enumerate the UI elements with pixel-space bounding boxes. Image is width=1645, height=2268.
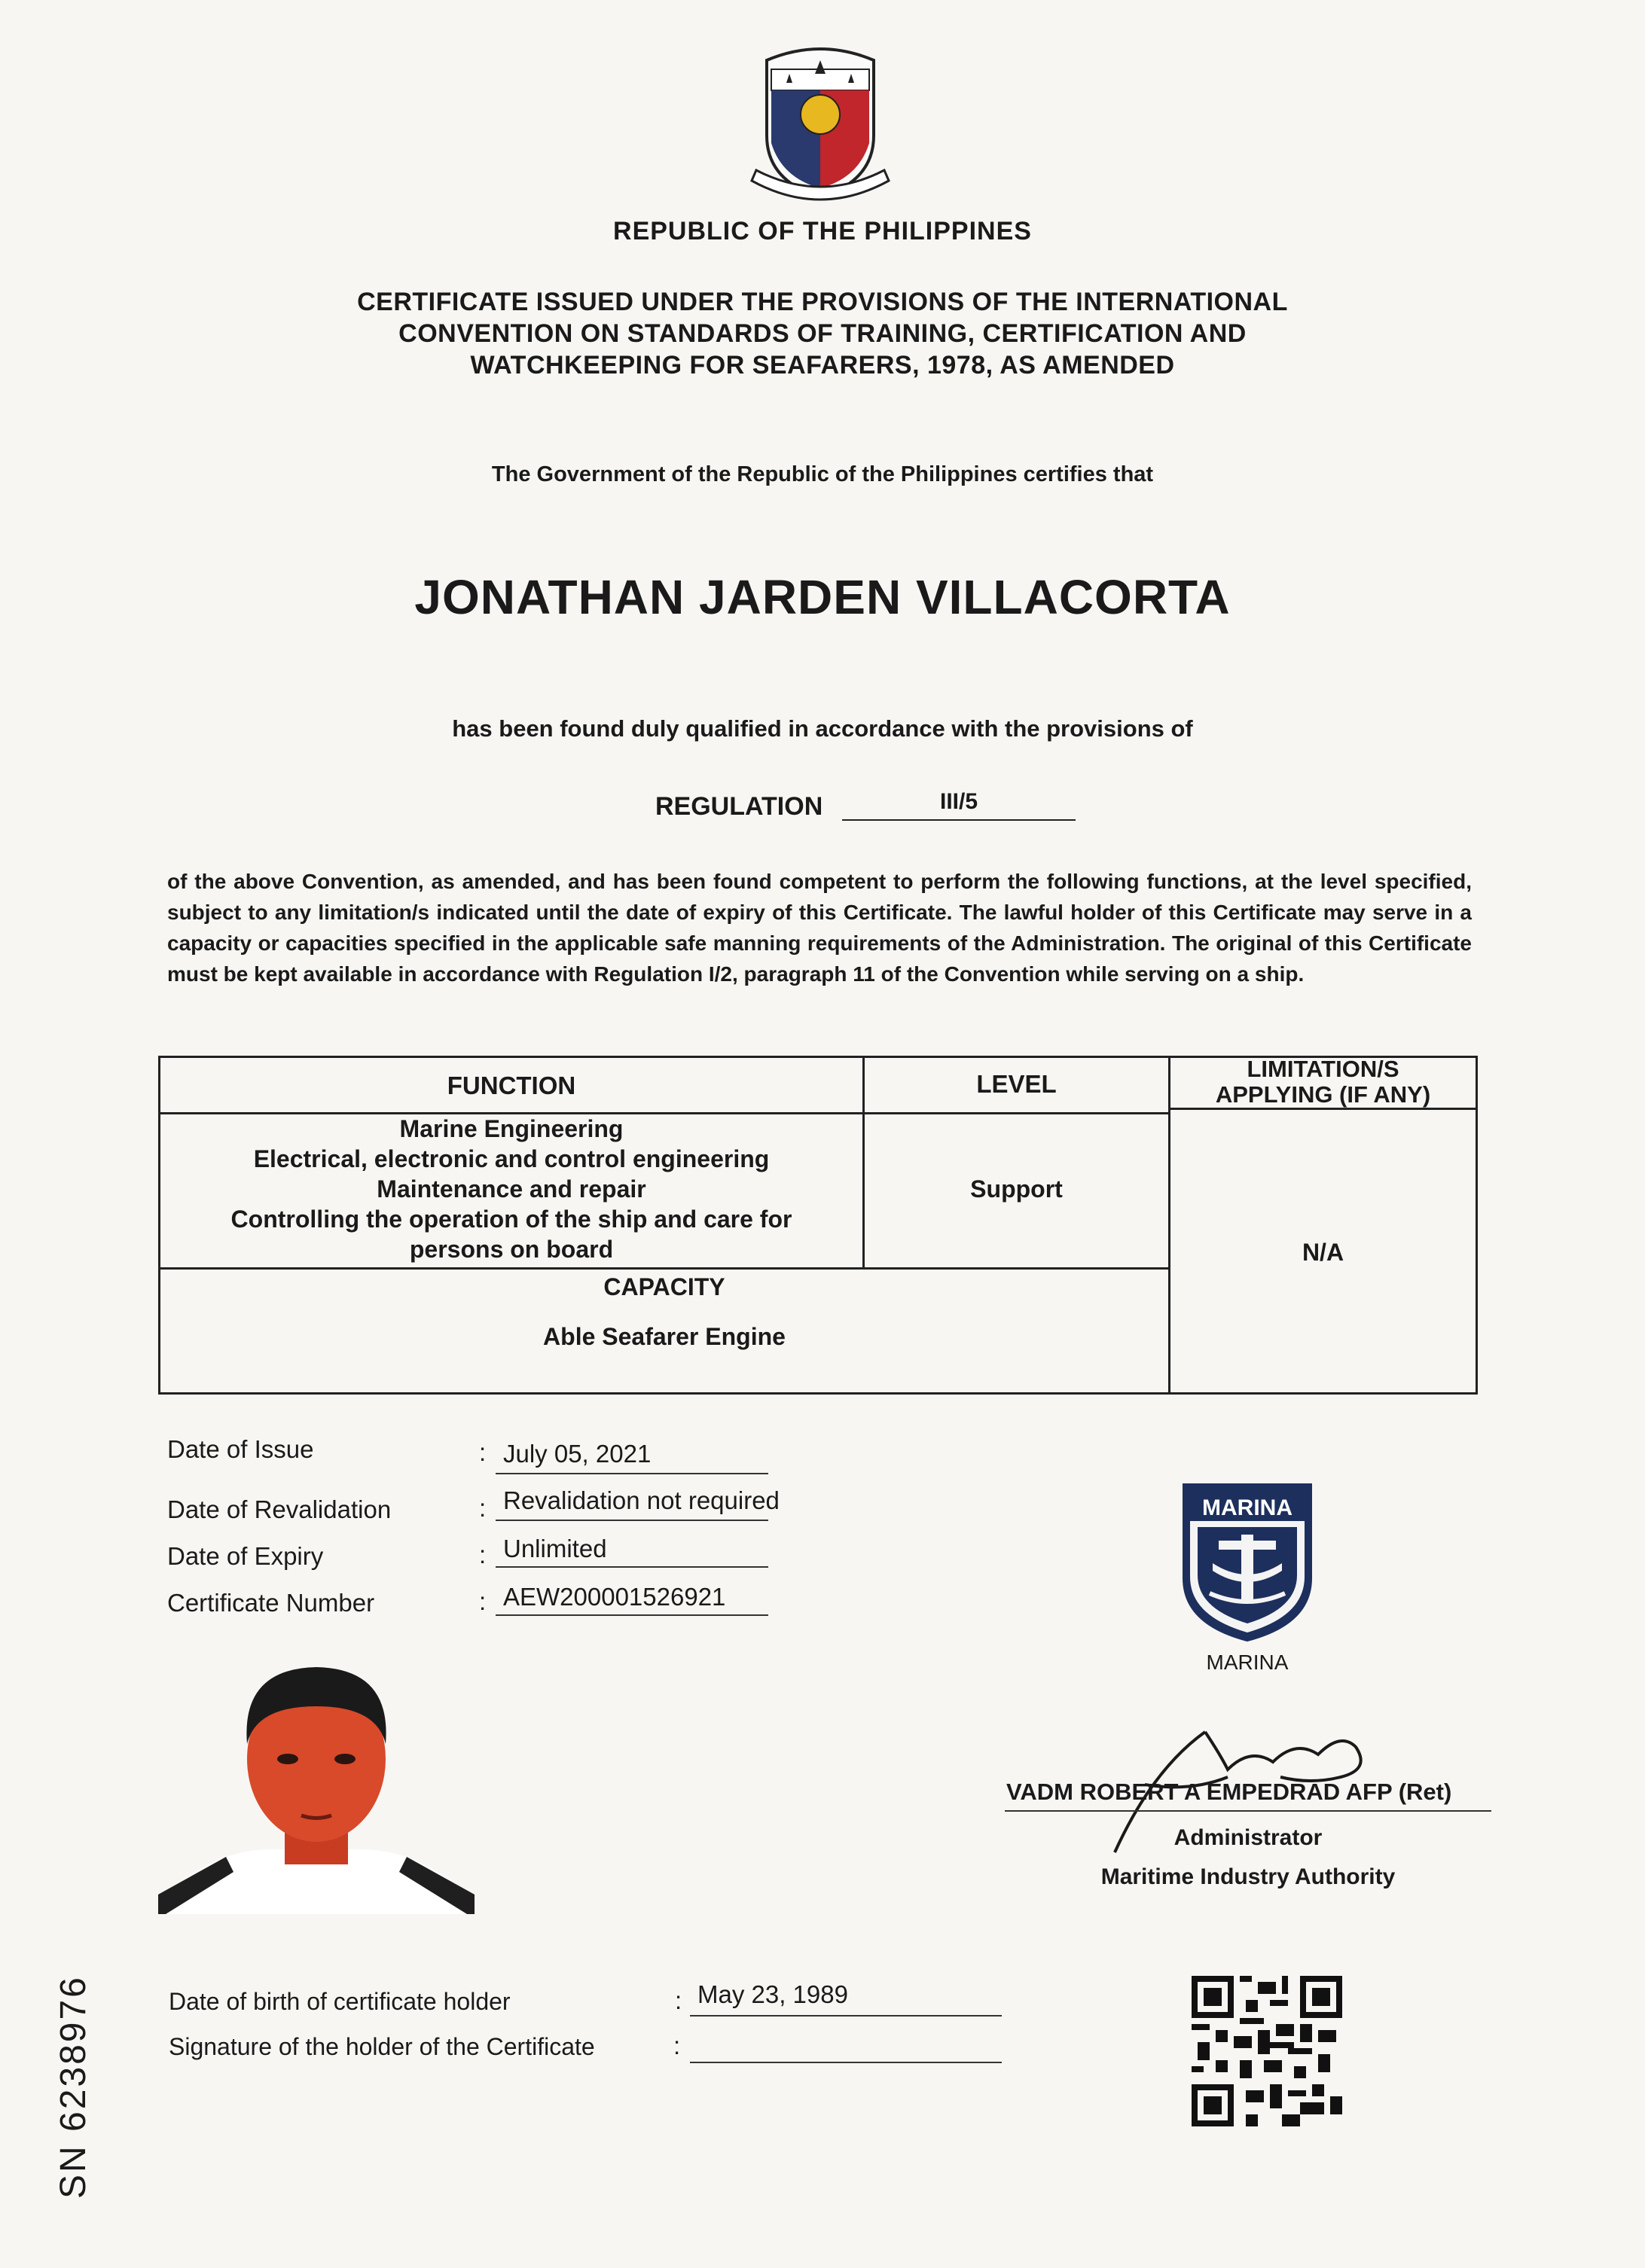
function-list xyxy=(160,1114,862,1264)
philippine-seal-icon xyxy=(737,30,904,211)
limitations-header-line: LIMITATION/S xyxy=(1247,1056,1399,1082)
signatory-underline xyxy=(1005,1810,1491,1812)
qualified-text: has been found duly qualified in accordance with the provisions of xyxy=(452,715,1193,742)
holder-photo xyxy=(158,1661,475,1914)
date-of-revalidation-value: Revalidation not required xyxy=(503,1486,780,1514)
capacity-value: Able Seafarer Engine xyxy=(543,1323,786,1350)
date-of-revalidation-underline xyxy=(496,1520,768,1521)
date-of-birth-underline xyxy=(690,2015,1002,2017)
certificate-number-value: AEW200001526921 xyxy=(503,1583,726,1611)
date-of-expiry-value: Unlimited xyxy=(503,1535,607,1562)
holder-signature-line xyxy=(690,2062,1002,2063)
limitations-header xyxy=(1170,1056,1476,1108)
marina-logo-icon xyxy=(1180,1480,1315,1643)
date-of-expiry-underline xyxy=(496,1566,768,1568)
function-table xyxy=(158,1056,1478,1395)
function-item: Marine Engineering xyxy=(399,1115,624,1142)
serial-number: SN 6238976 xyxy=(53,1975,93,2199)
signatory-organization: Maritime Industry Authority xyxy=(1100,1864,1396,1889)
table-divider xyxy=(1168,1108,1476,1110)
date-of-issue-value: July 05, 2021 xyxy=(503,1440,652,1468)
level-header: LEVEL xyxy=(976,1070,1057,1098)
marina-caption: MARINA xyxy=(1206,1651,1289,1674)
heading-line: CERTIFICATE ISSUED UNDER THE PROVISIONS OF THE INTERNATIONAL xyxy=(357,288,1288,316)
function-item: persons on board xyxy=(409,1236,614,1263)
colon: : xyxy=(479,1494,487,1522)
limitations-header-line: APPLYING (IF ANY) xyxy=(1215,1081,1431,1108)
regulation-label: REGULATION xyxy=(655,792,823,821)
country-heading: REPUBLIC OF THE PHILIPPINES xyxy=(613,217,1032,245)
capacity-label: CAPACITY xyxy=(603,1273,725,1300)
heading-line: WATCHKEEPING FOR SEAFARERS, 1978, AS AMENDED xyxy=(470,351,1175,380)
signatory-name: VADM ROBERT A EMPEDRAD AFP (Ret) xyxy=(1006,1779,1452,1805)
date-of-birth-label: Date of birth of certificate holder xyxy=(169,1988,511,2015)
function-item: Maintenance and repair xyxy=(377,1175,646,1203)
function-item: Controlling the operation of the ship and care for xyxy=(230,1206,792,1233)
certificate-number-underline xyxy=(496,1614,768,1616)
marina-logo-text: MARINA xyxy=(1202,1495,1292,1520)
colon: : xyxy=(673,2032,681,2059)
level-value: Support xyxy=(970,1175,1063,1203)
body-paragraph: of the above Convention, as amended, and has been found competent to perform the following functions, at the level specified, subject to any limitation/s indicated until the date of expiry of this Certificate. The lawful holder of this Certificate may serve in a capacity or capacities specified in the applicable safe manning requirements of the Administration. The original of this Certificate must be kept available in accordance with Regulation I/2, paragraph 11 of the Convention while serving on a ship. xyxy=(167,870,1472,986)
colon: : xyxy=(479,1587,487,1615)
colon: : xyxy=(479,1438,487,1466)
date-of-expiry-label: Date of Expiry xyxy=(167,1542,324,1570)
government-certifies-text: The Government of the Republic of the Philippines certifies that xyxy=(491,462,1154,486)
regulation-underline xyxy=(842,819,1076,821)
table-divider xyxy=(160,1267,1168,1270)
date-of-revalidation-label: Date of Revalidation xyxy=(167,1495,392,1523)
qr-code-icon xyxy=(1192,1976,1342,2126)
limitations-value: N/A xyxy=(1302,1239,1344,1266)
certificate-number-label: Certificate Number xyxy=(167,1589,375,1617)
date-of-issue-underline xyxy=(496,1473,768,1474)
certificate-heading xyxy=(286,286,1359,381)
holder-name: JONATHAN JARDEN VILLACORTA xyxy=(414,570,1231,624)
colon: : xyxy=(479,1541,487,1568)
function-header: FUNCTION xyxy=(447,1072,576,1099)
signatory-title: Administrator xyxy=(1173,1825,1323,1850)
regulation-value: III/5 xyxy=(939,789,978,814)
colon: : xyxy=(675,1986,682,2014)
holder-signature-label: Signature of the holder of the Certificate xyxy=(169,2033,595,2060)
date-of-issue-label: Date of Issue xyxy=(167,1435,314,1463)
heading-line: CONVENTION ON STANDARDS OF TRAINING, CERTIFICATION AND xyxy=(398,319,1247,348)
function-item: Electrical, electronic and control engineering xyxy=(253,1145,770,1172)
date-of-birth-value: May 23, 1989 xyxy=(697,1980,848,2008)
